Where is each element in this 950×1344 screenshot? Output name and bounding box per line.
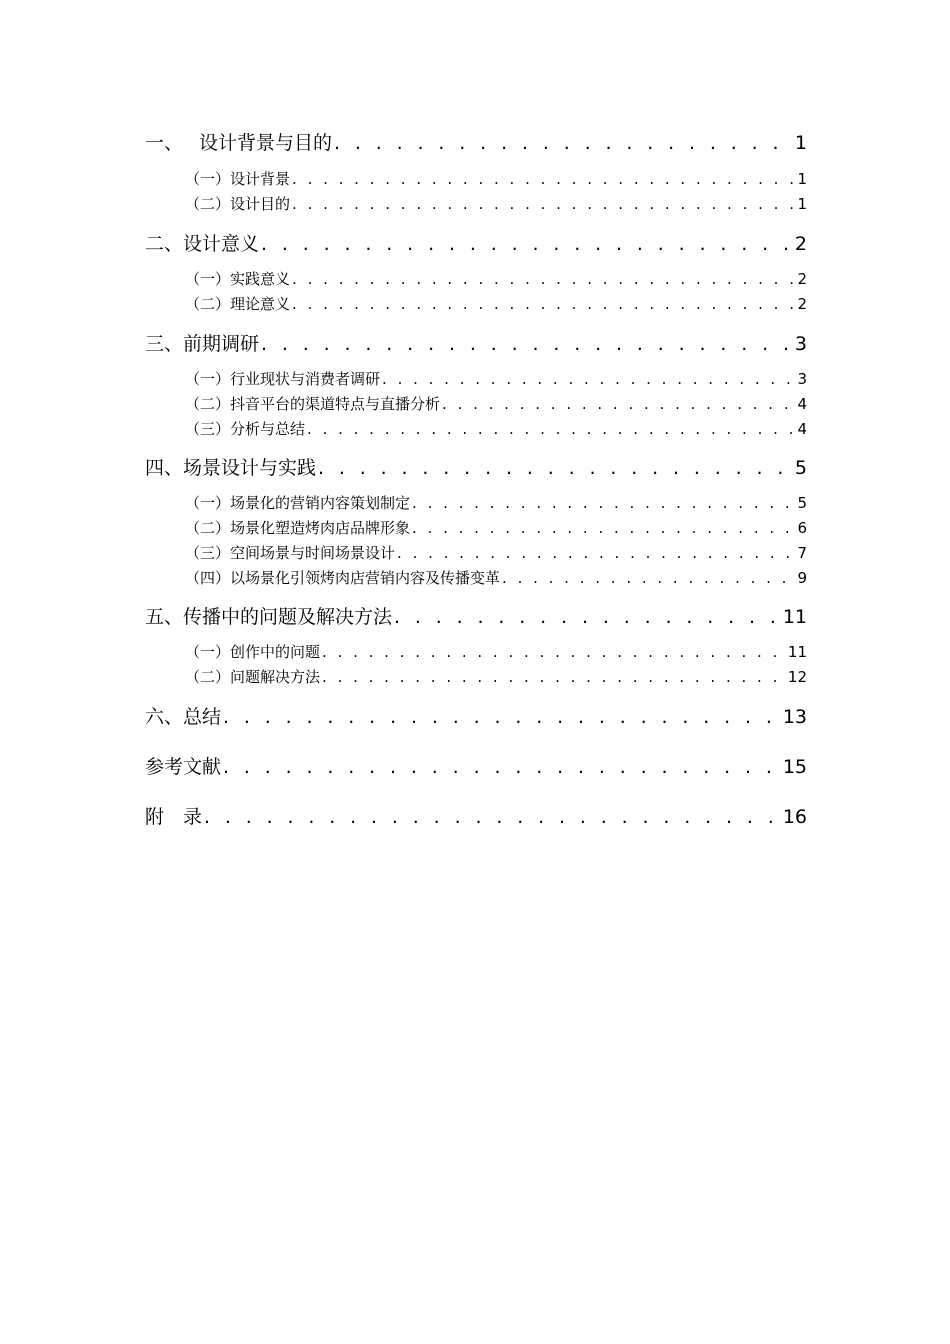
toc-entry-3-1[interactable] xyxy=(185,368,807,389)
toc-entry-2[interactable] xyxy=(145,229,807,256)
toc-page-number: 11 xyxy=(782,606,807,628)
toc-entry-title: 附 录 xyxy=(145,806,203,828)
toc-entry-title: （二）场景化塑造烤肉店品牌形象 xyxy=(185,519,411,537)
toc-entry-title: （四）以场景化引领烤肉店营销内容及传播变革 xyxy=(185,569,501,587)
toc-entry-3-3[interactable] xyxy=(185,418,807,439)
toc-entry-title: （三）分析与总结 xyxy=(185,420,306,438)
dot-leader xyxy=(292,270,794,288)
toc-entry-title: （一）设计背景 xyxy=(185,170,291,188)
toc-page-number: 6 xyxy=(797,519,807,537)
dot-leader xyxy=(261,333,792,355)
dot-leader xyxy=(318,457,792,479)
dot-leader xyxy=(382,370,794,388)
dot-leader xyxy=(292,195,794,213)
toc-entry-title: 一、 设计背景与目的 xyxy=(145,132,333,154)
dot-leader xyxy=(223,756,780,778)
dot-leader xyxy=(334,132,792,154)
toc-entry-title: （二）设计目的 xyxy=(185,195,291,213)
dot-leader xyxy=(204,806,780,828)
toc-entry-title: （一）实践意义 xyxy=(185,270,291,288)
dot-leader xyxy=(322,643,785,661)
dot-leader xyxy=(442,395,794,413)
toc-page-number: 3 xyxy=(794,333,807,355)
toc-entry-title: 六、总结 xyxy=(145,706,222,728)
toc-entry-4-1[interactable] xyxy=(185,492,807,513)
toc-page-number: 5 xyxy=(797,494,807,512)
dot-leader xyxy=(322,668,785,686)
toc-page-number: 11 xyxy=(787,643,807,661)
toc-page-number: 16 xyxy=(782,806,807,828)
toc-entry-title: （一）场景化的营销内容策划制定 xyxy=(185,494,411,512)
dot-leader xyxy=(292,295,794,313)
toc-entry-references[interactable] xyxy=(145,752,807,779)
toc-entry-title: 五、传播中的问题及解决方法 xyxy=(145,606,393,628)
toc-page-number: 13 xyxy=(782,706,807,728)
toc-entry-title: 二、设计意义 xyxy=(145,233,260,255)
dot-leader xyxy=(223,706,780,728)
toc-page-number: 2 xyxy=(794,233,807,255)
toc-page-number: 15 xyxy=(782,756,807,778)
toc-entry-5-2[interactable] xyxy=(185,666,807,687)
toc-entry-5[interactable] xyxy=(145,602,807,629)
toc-page-number: 2 xyxy=(797,295,807,313)
toc-page-number: 1 xyxy=(794,132,807,154)
toc-entry-title: 参考文献 xyxy=(145,756,222,778)
toc-entry-title: 四、场景设计与实践 xyxy=(145,457,317,479)
toc-entry-4-4[interactable] xyxy=(185,567,807,588)
dot-leader xyxy=(394,606,780,628)
toc-entry-2-2[interactable] xyxy=(185,293,807,314)
toc-page-number: 7 xyxy=(797,544,807,562)
toc-entry-title: （二）抖音平台的渠道特点与直播分析 xyxy=(185,395,441,413)
toc-entry-3-2[interactable] xyxy=(185,393,807,414)
dot-leader xyxy=(502,569,794,587)
toc-page-number: 2 xyxy=(797,270,807,288)
dot-leader xyxy=(412,519,794,537)
toc-entry-1-1[interactable] xyxy=(185,168,807,189)
toc-entry-6[interactable] xyxy=(145,702,807,729)
toc-page-number: 1 xyxy=(797,170,807,188)
toc-entry-appendix[interactable] xyxy=(145,802,807,829)
dot-leader xyxy=(412,494,794,512)
toc-page-number: 3 xyxy=(797,370,807,388)
toc-page-number: 4 xyxy=(797,395,807,413)
toc-page-number: 4 xyxy=(797,420,807,438)
toc-entry-title: （三）空间场景与时间场景设计 xyxy=(185,544,396,562)
dot-leader xyxy=(307,420,794,438)
toc-page-number: 9 xyxy=(797,569,807,587)
toc-entry-4[interactable] xyxy=(145,453,807,480)
toc-entry-4-3[interactable] xyxy=(185,542,807,563)
toc-page-number: 12 xyxy=(787,668,807,686)
toc-page-number: 5 xyxy=(794,457,807,479)
toc-entry-5-1[interactable] xyxy=(185,641,807,662)
toc-entry-title: （二）问题解决方法 xyxy=(185,668,321,686)
toc-page-number: 1 xyxy=(797,195,807,213)
toc-entry-title: （一）创作中的问题 xyxy=(185,643,321,661)
toc-entry-title: 三、前期调研 xyxy=(145,333,260,355)
toc-entry-title: （一）行业现状与消费者调研 xyxy=(185,370,381,388)
dot-leader xyxy=(261,233,792,255)
toc-entry-3[interactable] xyxy=(145,329,807,356)
toc-entry-1-2[interactable] xyxy=(185,193,807,214)
dot-leader xyxy=(292,170,794,188)
dot-leader xyxy=(397,544,794,562)
toc-entry-1[interactable] xyxy=(145,128,807,155)
toc-entry-title: （二）理论意义 xyxy=(185,295,291,313)
toc-entry-2-1[interactable] xyxy=(185,268,807,289)
toc-entry-4-2[interactable] xyxy=(185,517,807,538)
